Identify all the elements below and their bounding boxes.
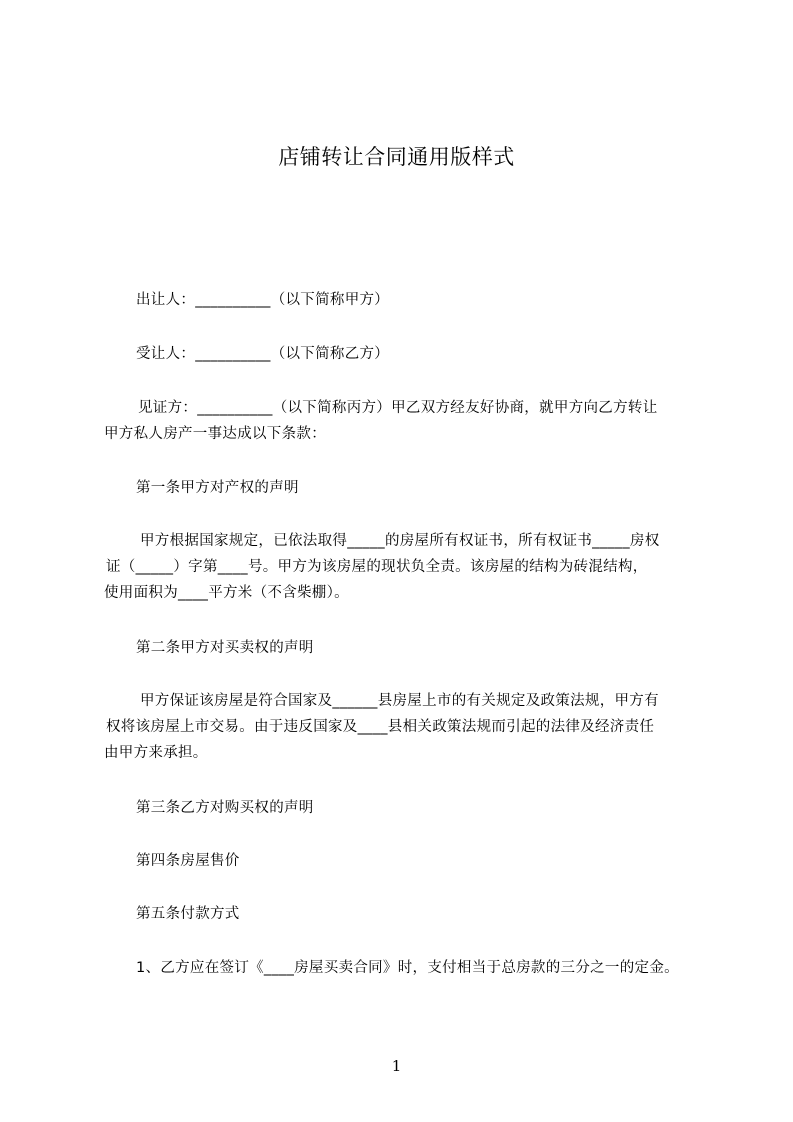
- text-line: 第一条甲方对产权的声明: [136, 480, 299, 496]
- paragraph-article-1: [104, 528, 714, 606]
- paragraph-payment-1: [136, 955, 726, 981]
- text-line: 1、乙方应在签订《____房屋买卖合同》时，支付相当于总房款的三分之一的定金。: [136, 960, 679, 976]
- text-line: 甲方私人房产一事达成以下条款：: [104, 426, 326, 442]
- heading-article-5: [136, 901, 746, 927]
- heading-article-2: [136, 635, 746, 661]
- text-line: 甲方保证该房屋是符合国家及______县房屋上市的有关规定及政策法规，甲方有: [140, 693, 659, 709]
- page-number: 1: [391, 1057, 402, 1075]
- text-line: 证（_____）字第____号。甲方为该房屋的现状负全责。该房屋的结构为砖混结构，: [106, 559, 648, 575]
- paragraph-transferee: [136, 341, 746, 367]
- document-title: 店铺转让合同通用版样式: [278, 145, 515, 169]
- paragraph-transferor: [136, 287, 746, 313]
- heading-article-1: [136, 475, 746, 501]
- heading-article-3: [136, 795, 746, 821]
- text-line: 受让人：__________（以下简称乙方）: [136, 346, 390, 362]
- text-line: 第五条付款方式: [136, 906, 240, 922]
- text-line: 第四条房屋售价: [136, 853, 240, 869]
- paragraph-witness: [104, 395, 714, 447]
- text-line: 第二条甲方对买卖权的声明: [136, 640, 314, 656]
- paragraph-article-2: [104, 688, 714, 766]
- text-line: 出让人：__________（以下简称甲方）: [136, 292, 390, 308]
- text-line: 第三条乙方对购买权的声明: [136, 800, 314, 816]
- text-line: 使用面积为____平方米（不含柴棚）。: [104, 585, 349, 601]
- text-line: 权将该房屋上市交易。由于违反国家及____县相关政策法规而引起的法律及经济责任: [106, 719, 655, 735]
- text-line: 见证方：__________（以下简称丙方）甲乙双方经友好协商，就甲方向乙方转让: [138, 400, 658, 416]
- text-line: 由甲方来承担。: [104, 745, 208, 761]
- text-line: 甲方根据国家规定，已依法取得_____的房屋所有权证书，所有权证书_____房权: [140, 533, 660, 549]
- heading-article-4: [136, 848, 746, 874]
